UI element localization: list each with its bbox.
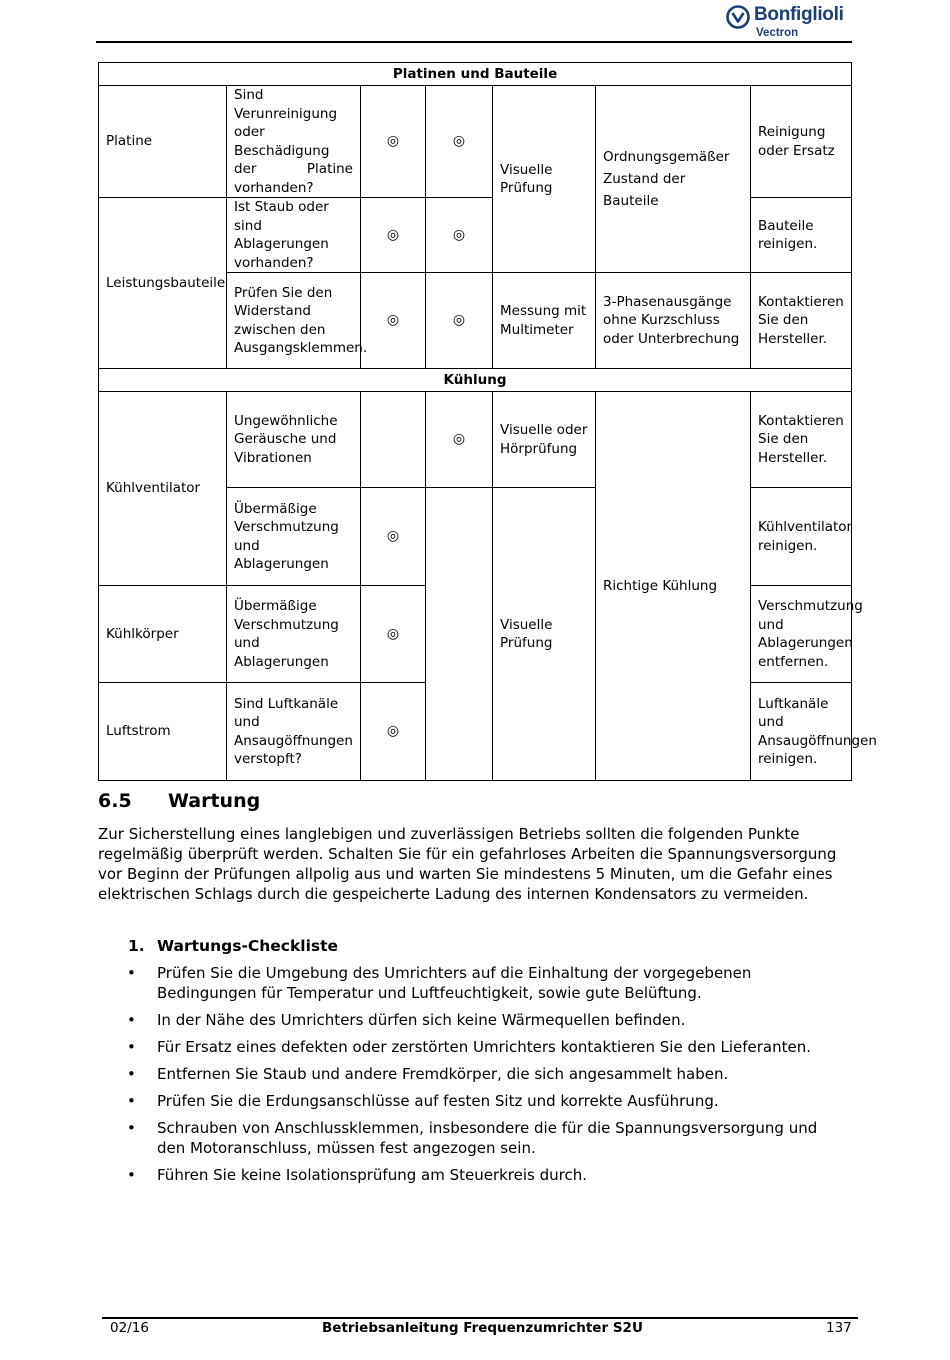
action-cell: Kontaktieren Sie den Hersteller.: [751, 273, 852, 369]
method-cell: Messung mit Multimeter: [493, 273, 596, 369]
brand-subname: Vectron: [756, 27, 799, 39]
section-number: 6.5: [98, 790, 132, 812]
footer-date: 02/16: [110, 1320, 149, 1336]
maintenance-table: [98, 62, 877, 781]
action-cell: Luftkanäle und Ansaugöffnungen reinigen.: [751, 683, 852, 781]
interval-symbol: ◎: [361, 586, 426, 683]
interval-symbol: ◎: [361, 273, 426, 369]
method-cell: Visuelle oder Hörprüfung: [493, 392, 596, 488]
interval-empty: [426, 488, 493, 781]
bonfiglioli-logo-icon: [726, 5, 750, 29]
method-cell: Visuelle Prüfung: [493, 488, 596, 781]
action-cell: Kontaktieren Sie den Hersteller.: [751, 392, 852, 488]
check-cell: Ist Staub oder sind Ablagerungen vorhanden?: [227, 198, 361, 273]
table-row: [99, 392, 852, 488]
table-section-row: [99, 63, 852, 86]
section-heading: [98, 790, 260, 812]
section-title: Wartung: [168, 790, 261, 812]
criterion-cell: 3-Phasenausgänge ohne Kurzschluss oder Unterbrechung: [596, 273, 751, 369]
checklist-number: 1.: [128, 937, 145, 955]
list-item: • Schrauben von Anschlussklemmen, insbesondere die für die Spannungsversorgung und den Motoranschluss, müssen fest angezogen sein.: [98, 1118, 850, 1158]
section-header-boards: Platinen und Bauteile: [99, 63, 852, 86]
component-cell: Platine: [99, 86, 227, 198]
component-cell: Leistungsbauteile: [99, 198, 227, 369]
check-cell: Ungewöhnliche Geräusche und Vibrationen: [227, 392, 361, 488]
action-cell: Bauteile reinigen.: [751, 198, 852, 273]
interval-symbol: ◎: [361, 198, 426, 273]
action-cell: Reinigung oder Ersatz: [751, 86, 852, 198]
interval-symbol: ◎: [361, 488, 426, 586]
section-header-cooling: Kühlung: [99, 369, 852, 392]
list-item: • Entfernen Sie Staub und andere Fremdkörper, die sich angesammelt haben.: [98, 1064, 850, 1084]
interval-symbol: ◎: [426, 198, 493, 273]
interval-symbol: ◎: [426, 392, 493, 488]
table-section-row: [99, 369, 852, 392]
footer-rule: [102, 1317, 858, 1319]
interval-symbol: ◎: [361, 683, 426, 781]
list-item: • Für Ersatz eines defekten oder zerstörten Umrichters kontaktieren Sie den Lieferanten.: [98, 1037, 850, 1057]
criterion-cell: Richtige Kühlung: [596, 392, 751, 781]
action-cell: Kühlventilator reinigen.: [751, 488, 852, 586]
component-cell: Kühlventilator: [99, 392, 227, 586]
check-cell: Sind Luftkanäle und Ansaugöffnungen verstopft?: [227, 683, 361, 781]
checklist-heading: [128, 937, 338, 955]
table-row: [99, 86, 852, 198]
list-item: • In der Nähe des Umrichters dürfen sich keine Wärmequellen befinden.: [98, 1010, 850, 1030]
action-cell: Verschmutzung und Ablagerungen entfernen.: [751, 586, 852, 683]
component-cell: Luftstrom: [99, 683, 227, 781]
list-item: • Führen Sie keine Isolationsprüfung am Steuerkreis durch.: [98, 1165, 850, 1185]
brand-logo: [726, 2, 856, 42]
check-cell: Prüfen Sie den Widerstand zwischen den Ausgangsklemmen.: [227, 273, 361, 369]
list-item: • Prüfen Sie die Erdungsanschlüsse auf festen Sitz und korrekte Ausführung.: [98, 1091, 850, 1111]
criterion-cell: Ordnungsgemäßer Zustand der Bauteile: [596, 86, 751, 273]
interval-symbol: ◎: [426, 86, 493, 198]
interval-symbol: ◎: [426, 273, 493, 369]
check-cell: Übermäßige Verschmutzung und Ablagerungen: [227, 586, 361, 683]
check-cell: Sind Verunreinigung oder Beschädigung der Platine vorhanden?: [227, 86, 361, 198]
interval-symbol: ◎: [361, 86, 426, 198]
page-number: 137: [826, 1320, 852, 1336]
footer-document-title: Betriebsanleitung Frequenzumrichter S2U: [322, 1320, 643, 1336]
check-cell: Übermäßige Verschmutzung und Ablagerungen: [227, 488, 361, 586]
list-item: • Prüfen Sie die Umgebung des Umrichters auf die Einhaltung der vorgegebenen Bedingungen für Temperatur und Luftfeuchtigkeit, sowie gute Belüftung.: [98, 963, 850, 1003]
checklist: [98, 963, 850, 1192]
method-cell: Visuelle Prüfung: [493, 86, 596, 273]
header-rule: [96, 41, 852, 43]
intro-paragraph: Zur Sicherstellung eines langlebigen und zuverlässigen Betriebs sollten die folgenden Punkte regelmäßig überprüft werden. Schalten Sie für ein gefahrloses Arbeiten die Spannungsversorgung vor Beginn der Prüfungen allpolig aus und warten Sie mindestens 5 Minuten, um die Gefahr eines elektrischen Schlags durch die gespeicherte Ladung des internen Kondensators zu vermeiden.: [98, 825, 837, 903]
brand-name: Bonfiglioli: [754, 4, 844, 25]
checklist-title: Wartungs-Checkliste: [157, 937, 339, 955]
component-cell: Kühlkörper: [99, 586, 227, 683]
interval-empty: [361, 392, 426, 488]
